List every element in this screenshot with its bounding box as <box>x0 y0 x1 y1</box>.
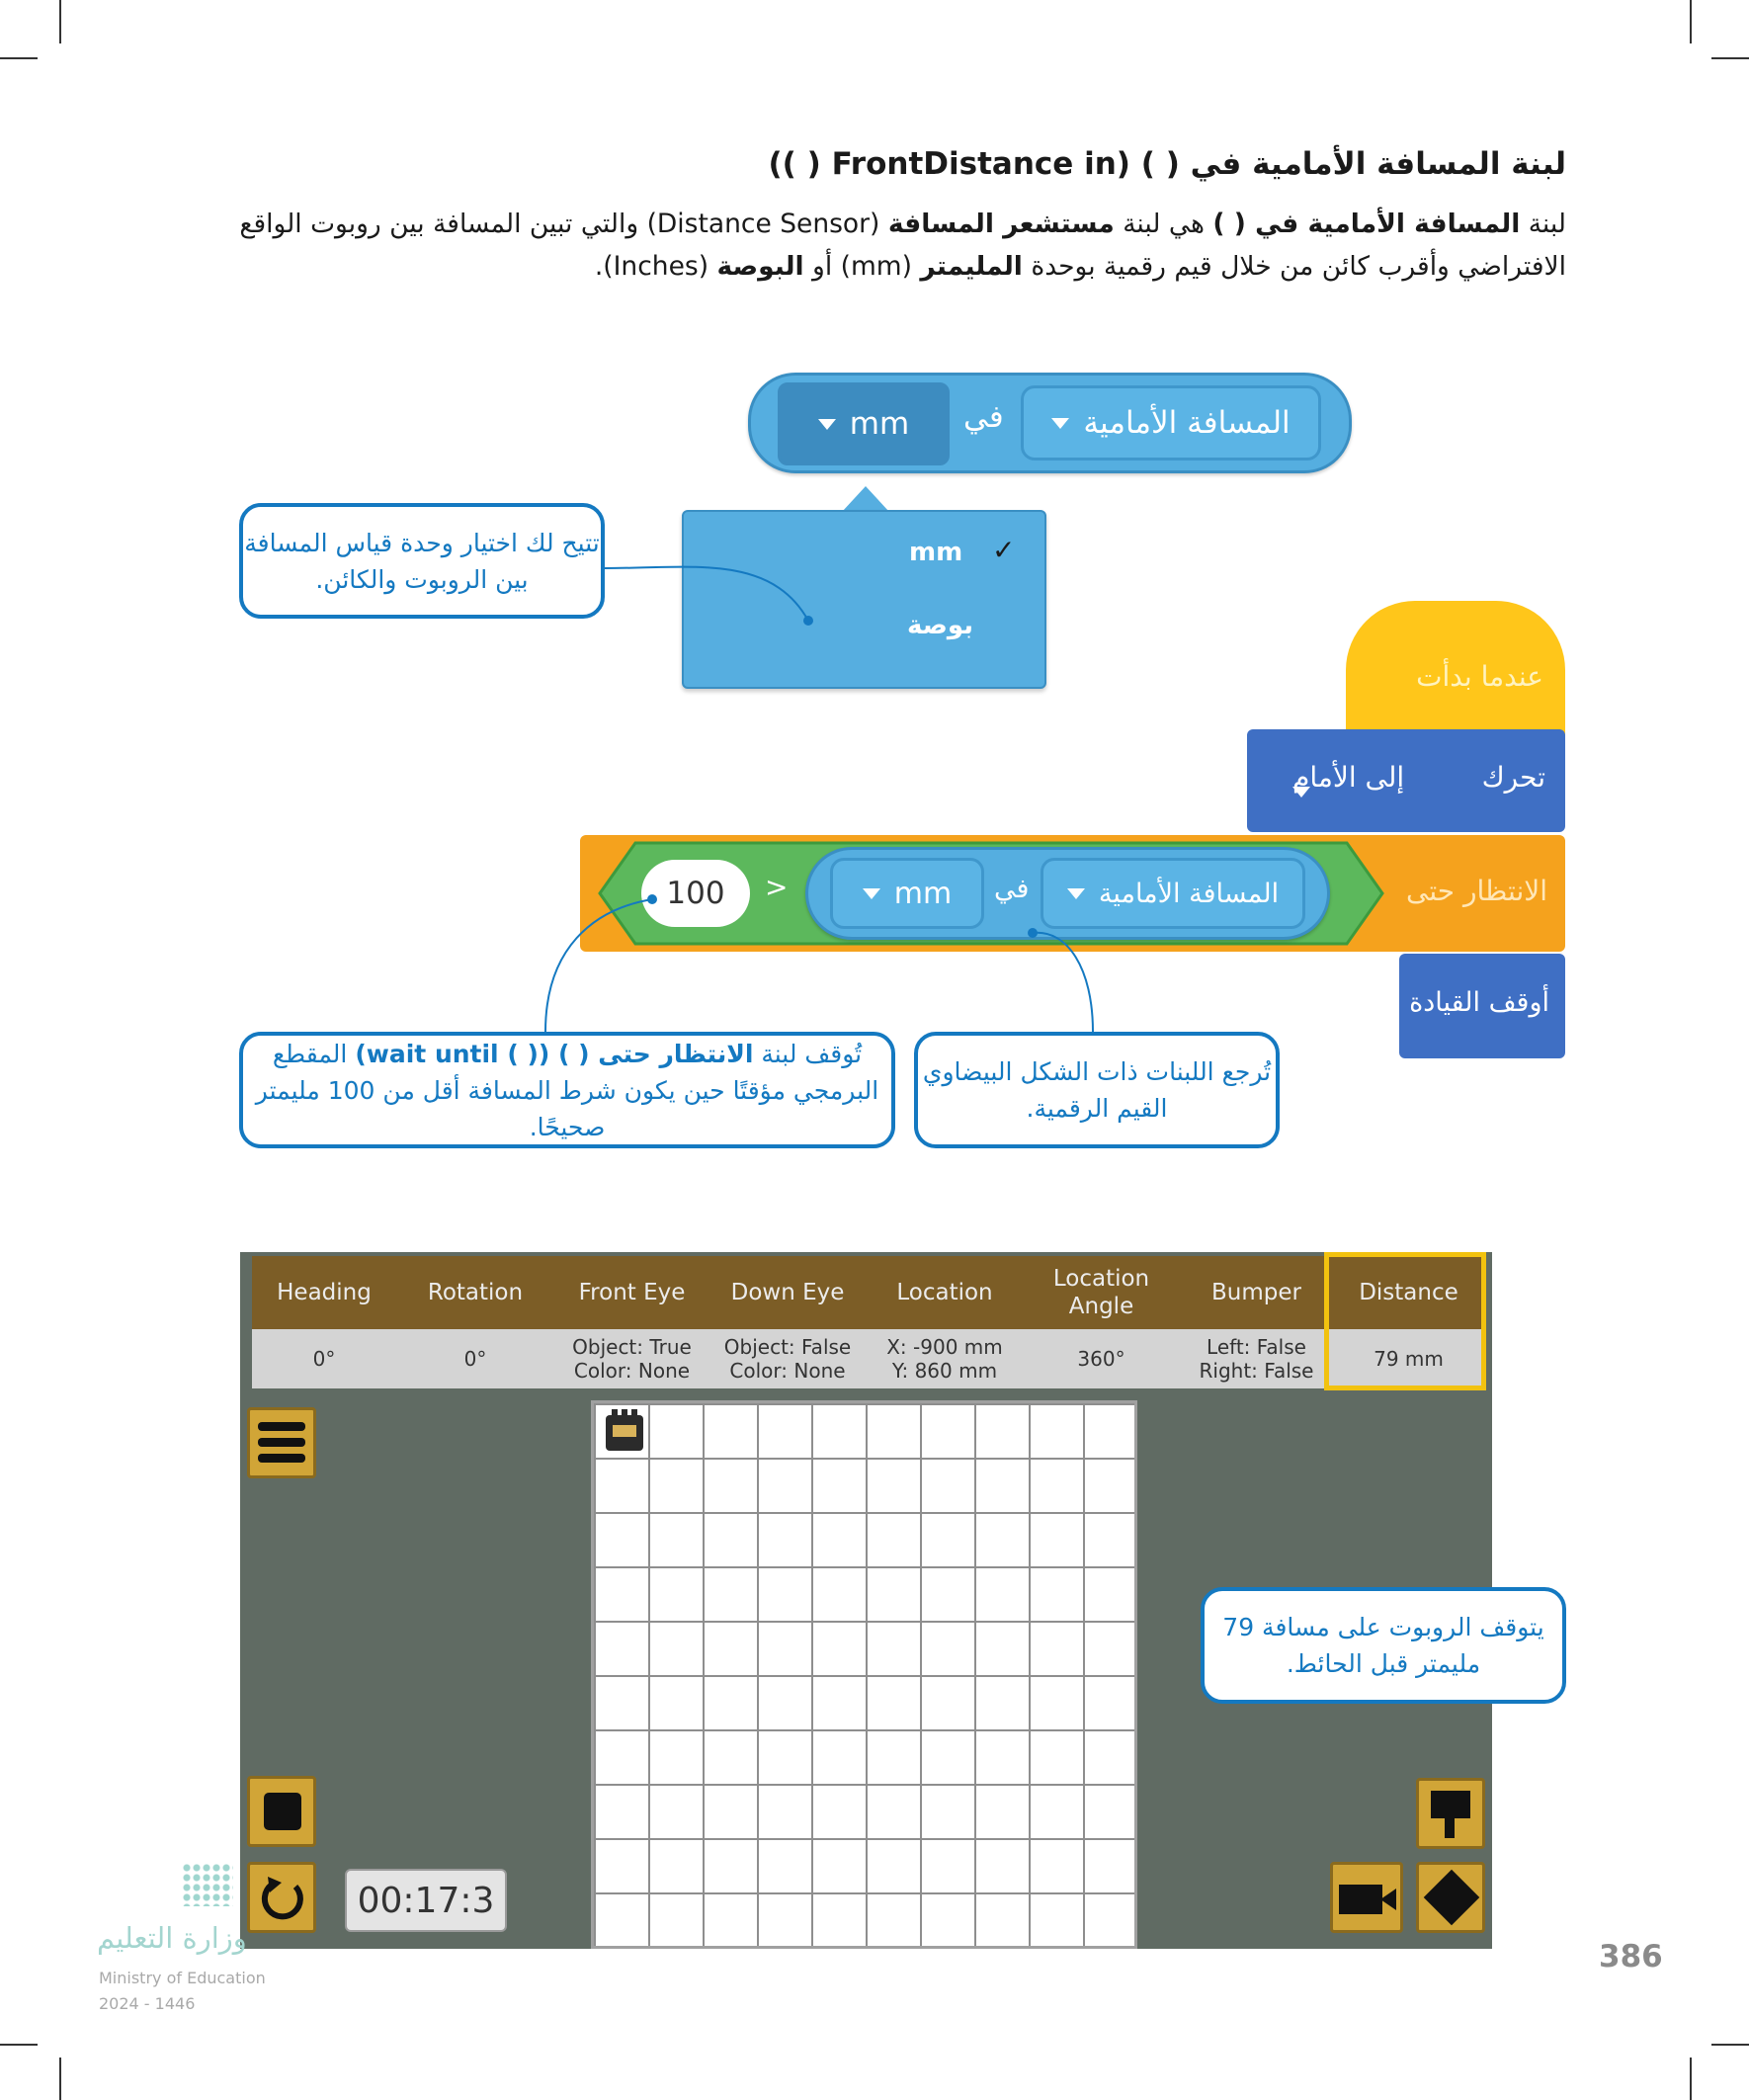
wait-label: الانتظار حتى <box>1405 875 1547 907</box>
value-down-eye: Object: False Color: None <box>723 1335 852 1383</box>
callout-text: تُرجع اللبنات ذات الشكل البيضاوي القيم الرقمية. <box>922 1057 1272 1123</box>
header-heading: Heading <box>277 1280 372 1305</box>
callout-wait-until <box>239 1032 895 1148</box>
value-location-angle: 360° <box>1077 1347 1125 1371</box>
year-label: 2024 - 1446 <box>99 1994 196 2013</box>
robot-icon <box>606 1415 643 1451</box>
hat-label: عندما بدأت <box>1416 660 1543 693</box>
value-input[interactable]: 100 <box>641 860 750 927</box>
operator-label: < <box>765 871 789 903</box>
direction-label: إلى الأمام <box>1292 761 1405 794</box>
value-front-eye: Object: True Color: None <box>572 1335 692 1383</box>
header-down-eye: Down Eye <box>730 1280 845 1305</box>
checkmark-icon: ✓ <box>992 534 1016 566</box>
in-label: في <box>994 874 1030 904</box>
ministry-name-ar: وزارة التعليم <box>97 1921 247 1955</box>
stop-square-icon <box>264 1793 301 1830</box>
value-rotation: 0° <box>463 1347 487 1371</box>
paragraph-text: هي لبنة <box>1114 209 1213 239</box>
section-heading: لبنة المسافة الأمامية في ( ) (FrontDistance in ( )) <box>768 146 1566 182</box>
value-location: X: -900 mm Y: 860 mm <box>886 1335 1003 1383</box>
callout-bold: الانتظار حتى ( ) (( ) wait until) <box>355 1039 754 1068</box>
value-bumper: Left: False Right: False <box>1199 1335 1314 1383</box>
unit-label: mm <box>893 876 953 911</box>
ministry-logo-icon <box>182 1863 233 1906</box>
dashboard-header <box>252 1256 1483 1329</box>
camera-button[interactable] <box>1330 1862 1403 1933</box>
paragraph-text: (Distance Sensor) والتي تبين المسافة بين روبوت الواقع الافتراضي وأقرب كائن من خلال قيم رقمية بوحدة <box>239 209 1566 282</box>
header-location-angle: Location Angle <box>1052 1266 1150 1319</box>
callout-text: تُوقف لبنة <box>753 1039 863 1068</box>
reset-button[interactable] <box>247 1862 316 1933</box>
distance-highlight <box>1324 1252 1486 1390</box>
option-label: mm <box>909 538 963 567</box>
callout-robot-stops <box>1201 1587 1566 1704</box>
paragraph-bold: البوصة <box>716 251 804 282</box>
monitor-icon <box>1431 1791 1470 1818</box>
diamond-icon <box>1424 1870 1480 1926</box>
paragraph-bold: المليمتر <box>920 251 1023 282</box>
stop-label: أوقف القيادة <box>1409 987 1549 1018</box>
header-front-eye: Front Eye <box>578 1280 686 1305</box>
header-distance: Distance <box>1359 1280 1458 1305</box>
timer-display: 00:17:3 <box>345 1869 507 1932</box>
dashboard-values <box>252 1329 1483 1388</box>
camera-toggle-button[interactable] <box>1416 1778 1485 1849</box>
paragraph-text: لبنة <box>1520 209 1566 239</box>
header-rotation: Rotation <box>427 1280 524 1305</box>
paragraph-text: (Inches). <box>594 251 717 282</box>
value-heading: 0° <box>312 1347 336 1371</box>
ministry-name-en: Ministry of Education <box>99 1969 266 1987</box>
playground-grid <box>591 1400 1137 1949</box>
callout-text: تتيح لك اختيار وحدة قياس المسافة بين الروبوت والكائن. <box>244 528 600 594</box>
page-number: 386 <box>1599 1939 1663 1974</box>
sensor-label: المسافة الأمامية <box>1083 405 1291 441</box>
view-button[interactable] <box>1416 1862 1485 1933</box>
video-camera-icon <box>1339 1885 1382 1914</box>
hamburger-icon <box>258 1422 305 1431</box>
header-bumper: Bumper <box>1211 1280 1301 1305</box>
unit-label: mm <box>849 406 910 442</box>
paragraph-bold: مستشعر المسافة <box>887 209 1115 239</box>
stop-button[interactable] <box>247 1776 316 1847</box>
header-location: Location <box>896 1280 993 1305</box>
callout-oval-blocks <box>914 1032 1280 1148</box>
callout-text: يتوقف الروبوت على مسافة 79 مليمتر قبل الحائط. <box>1222 1613 1544 1678</box>
menu-button[interactable] <box>247 1407 316 1478</box>
in-label: في <box>963 399 1004 435</box>
drive-label: تحرك <box>1481 761 1545 794</box>
value-distance: 79 mm <box>1374 1347 1444 1371</box>
reset-icon <box>258 1873 307 1924</box>
sensor-label: المسافة الأمامية <box>1098 878 1280 909</box>
option-label: بوصة <box>907 611 973 640</box>
paragraph-text: (mm) أو <box>803 251 921 282</box>
callout-text: المقطع البرمجي مؤقتًا حين يكون شرط المسافة أقل من 100 مليمتر صحيحًا. <box>255 1039 879 1141</box>
paragraph-bold: المسافة الأمامية في ( ) <box>1212 209 1521 239</box>
